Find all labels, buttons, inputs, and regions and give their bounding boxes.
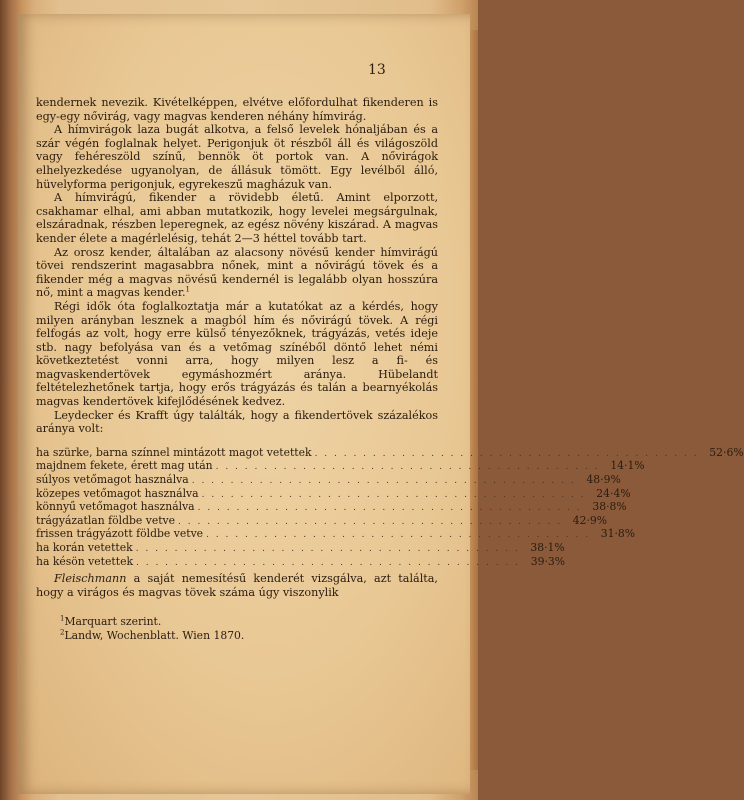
- leader-dots: . . . . . . . . . . . . . . . . . . . . . . . . . . . . . . . . . . . . . . . .: [201, 489, 586, 500]
- leader-dots: . . . . . . . . . . . . . . . . . . . . . . . . . . . . . . . . . . . . . . . .: [136, 557, 521, 568]
- percentage-value: 48·9%: [586, 473, 621, 487]
- percentage-row: [36, 486, 631, 501]
- page-body: [36, 96, 744, 643]
- paragraph-4: [36, 246, 438, 300]
- footnote-text: Marquart szerint.: [64, 615, 162, 629]
- percentage-list: [36, 445, 744, 568]
- percentage-row: [36, 500, 627, 514]
- percentage-label: súlyos vetőmagot használva: [36, 473, 189, 487]
- closing-paragraph: [36, 572, 438, 599]
- leader-dots: . . . . . . . . . . . . . . . . . . . . . . . . . . . . . . . . . . . . . . . .: [191, 476, 576, 487]
- closing-text: a saját nemesítésű kenderét vizsgálva, azt találta, hogy a virágos és magvas tövek száma úgy viszonylik: [36, 572, 438, 599]
- percentage-value: 24·4%: [596, 486, 631, 500]
- percentage-label: trágyázatlan földbe vetve: [36, 513, 176, 527]
- leader-dots: . . . . . . . . . . . . . . . . . . . . . . . . . . . . . . . . . . . . . . . .: [206, 530, 591, 541]
- percentage-row: [36, 554, 566, 569]
- author-name: Fleischmann: [54, 572, 127, 586]
- footnote-1: [60, 615, 438, 629]
- percentage-value: 52·6%: [709, 445, 744, 459]
- percentage-label: könnyű vetőmagot használva: [36, 500, 195, 514]
- leader-dots: . . . . . . . . . . . . . . . . . . . . . . . . . . . . . . . . . . . . . . . .: [197, 503, 582, 514]
- paragraph-6-text: Leydecker és Krafft úgy találták, hogy a fikendertövek százalékos aránya volt:: [36, 408, 438, 436]
- footnote-2: [60, 629, 438, 643]
- percentage-value: 42·9%: [572, 513, 608, 527]
- footnotes: [36, 615, 438, 643]
- leader-dots: . . . . . . . . . . . . . . . . . . . . . . . . . . . . . . . . . . . . . . . .: [215, 462, 600, 473]
- footnote-text: Landw, Wochenblatt. Wien 1870.: [64, 629, 245, 643]
- percentage-row: [36, 473, 621, 487]
- paragraph-1: kendernek nevezik. Kivételképpen, elvétve előfordulhat fikenderen is egy-egy nővirág, vagy magvas kenderen néhány hímvirág.: [36, 96, 438, 123]
- paragraph-3: A hímvirágú, fikender a rövidebb életű. Amint elporzott, csakhamar elhal, ami abban mutatkozik, hogy levelei megsárgulnak, elszáradnak, részben leperegnek, az egész növény kiszárad. A magvas kender élete a magérlelésig, tehát 2—3 héttel tovább tart.: [36, 191, 438, 245]
- leader-dots: . . . . . . . . . . . . . . . . . . . . . . . . . . . . . . . . . . . . . . . .: [135, 544, 520, 554]
- footnote-mark: 1: [60, 614, 65, 623]
- percentage-label: ha szürke, barna színnel mintázott magot vetettek: [36, 445, 312, 459]
- footnote-mark: 2: [60, 628, 65, 637]
- paragraph-6: [36, 409, 438, 436]
- page-edge: [470, 30, 478, 770]
- percentage-row: [36, 513, 608, 528]
- percentage-label: ha késön vetettek: [36, 554, 134, 568]
- percentage-value: 38·1%: [530, 541, 565, 554]
- percentage-label: közepes vetőmagot használva: [36, 486, 199, 500]
- paragraph-5: Régi idők óta foglalkoztatja már a kutatókat az a kérdés, hogy milyen arányban lesznek a magból hím és nővirágú tövek. A régi felfogás az volt, hogy erre külső tényezőknek, trágyázás, vetés ideje stb. nagy befolyása van és a vetőmag színéből döntő lehet némi következtetést vonni arra, hogy milyen lesz a fi- és magvaskendertövek egymáshozmért aránya. Hübelandt feltételezhetőnek tartja, hogy erős trágyázás és talán a bearnyékolás magvas kendertövek kifejlődésének kedvez.: [36, 299, 438, 409]
- percentage-value: 14·1%: [610, 459, 645, 473]
- percentage-value: 31·8%: [600, 527, 636, 541]
- percentage-row: [36, 541, 565, 555]
- paragraph-2: A hímvirágok laza bugát alkotva, a felső levelek hónaljában és a szár végén foglalnak helyet. Perigonjuk öt részből áll és világoszöld vagy fehéreszöld színű, bennök öt portok van. A nővirágok elhelyezkedése ugyanolyan, de állásuk tömött. Egy levélből álló, hüvelyforma perigonjuk, egyrekeszű magházuk van.: [36, 123, 438, 191]
- percentage-row: [36, 459, 645, 473]
- page-number: 13: [368, 62, 386, 78]
- percentage-label: frissen trágyázott földbe vetve: [36, 527, 204, 541]
- percentage-label: majdnem fekete, érett mag után: [36, 459, 213, 473]
- percentage-value: 39·3%: [530, 554, 566, 568]
- paragraph-4-text: Az orosz kender, általában az alacsony növésű kender hímvirágú tövei rendszerint magasabbra nőnek, mint a nővirágú tövek és a fikender még a magvas növésű kendernél is legalább olyan hosszúra nő, mint a magvas kender.: [36, 245, 438, 300]
- percentage-value: 38·8%: [592, 500, 627, 514]
- percentage-label: ha korán vetettek: [36, 541, 133, 554]
- percentage-row: [36, 445, 744, 460]
- percentage-row: [36, 527, 636, 541]
- leader-dots: . . . . . . . . . . . . . . . . . . . . . . . . . . . . . . . . . . . . . . . .: [178, 516, 563, 527]
- leader-dots: . . . . . . . . . . . . . . . . . . . . . . . . . . . . . . . . . . . . . . . .: [314, 448, 699, 459]
- footnote-ref-1: 1: [185, 285, 190, 294]
